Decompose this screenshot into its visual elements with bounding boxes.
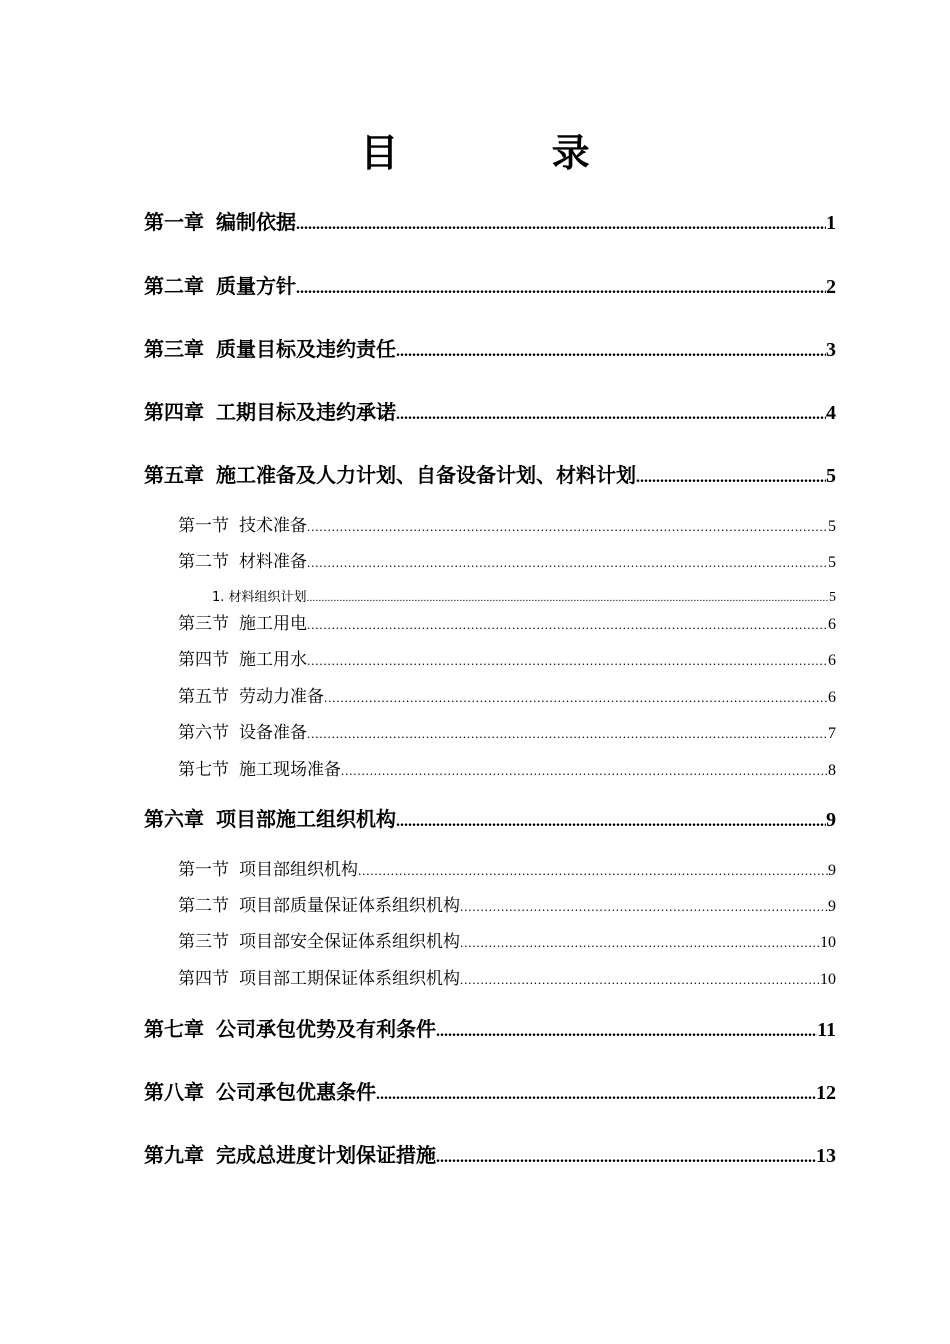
toc-entry-text: 施工准备及人力计划、自备设备计划、材料计划 xyxy=(216,463,636,487)
toc-entry-prefix: 第八章 xyxy=(144,1080,204,1104)
dot-leader xyxy=(307,549,828,576)
toc-entry-label xyxy=(144,333,396,365)
toc-entry-section[interactable] xyxy=(178,611,836,637)
toc-title: 目 录 xyxy=(360,131,660,175)
toc-entry-page-number: 5 xyxy=(826,465,836,487)
dot-leader xyxy=(296,206,826,241)
toc-entry-page-number: 10 xyxy=(820,971,836,988)
toc-entry-section[interactable] xyxy=(178,647,836,673)
toc-entry-label xyxy=(144,396,396,428)
toc-entry-text: 项目部施工组织机构 xyxy=(216,807,396,831)
dot-leader xyxy=(396,333,826,368)
dot-leader xyxy=(324,684,828,711)
toc-entry-page-number: 1 xyxy=(826,212,836,234)
dot-leader xyxy=(396,803,826,838)
toc-entry-page-number: 5 xyxy=(829,590,836,605)
dot-leader xyxy=(307,588,829,609)
toc-entry-section[interactable] xyxy=(178,720,836,746)
toc-entry-prefix: 第七节 xyxy=(178,760,229,780)
dot-leader xyxy=(307,720,828,747)
toc-entry-prefix: 1. xyxy=(212,590,225,605)
toc-entry-text: 完成总进度计划保证措施 xyxy=(216,1143,436,1167)
dot-leader xyxy=(296,270,826,305)
toc-entry-sub[interactable] xyxy=(212,588,836,608)
toc-entry-prefix: 第四节 xyxy=(178,650,229,670)
toc-entry-label xyxy=(178,757,341,783)
toc-entry-text: 项目部组织机构 xyxy=(239,860,358,880)
toc-entry-text: 项目部质量保证体系组织机构 xyxy=(239,896,460,916)
toc-entry-label xyxy=(178,929,460,955)
toc-entry-page-number: 11 xyxy=(817,1019,836,1041)
toc-entry-label xyxy=(178,549,307,575)
toc-entry-text: 公司承包优惠条件 xyxy=(216,1080,376,1104)
dot-leader xyxy=(636,459,826,494)
toc-entry-page-number: 2 xyxy=(826,276,836,298)
toc-entry-prefix: 第七章 xyxy=(144,1017,204,1041)
toc-entry-label xyxy=(178,684,324,710)
toc-entry-prefix: 第三节 xyxy=(178,614,229,634)
dot-leader xyxy=(307,647,828,674)
dot-leader xyxy=(436,1139,816,1174)
toc-entry-prefix: 第二节 xyxy=(178,552,229,572)
toc-entry-chapter[interactable] xyxy=(144,396,836,428)
toc-entry-chapter[interactable] xyxy=(144,206,836,238)
toc-entry-prefix: 第五节 xyxy=(178,687,229,707)
toc-entry-prefix: 第五章 xyxy=(144,463,204,487)
toc-entry-label xyxy=(144,803,396,835)
toc-entry-text: 技术准备 xyxy=(239,516,307,536)
dot-leader xyxy=(436,1013,817,1048)
toc-entry-text: 公司承包优势及有利条件 xyxy=(216,1017,436,1041)
toc-entry-text: 设备准备 xyxy=(239,723,307,743)
toc-entry-section[interactable] xyxy=(178,966,836,992)
toc-entry-label xyxy=(144,1139,436,1171)
toc-entry-label xyxy=(144,1013,436,1045)
toc-entry-label xyxy=(178,611,307,637)
toc-entry-prefix: 第六章 xyxy=(144,807,204,831)
toc-entry-label xyxy=(178,857,358,883)
toc-entry-text: 项目部安全保证体系组织机构 xyxy=(239,932,460,952)
toc-entry-section[interactable] xyxy=(178,893,836,919)
toc-entry-text: 施工用水 xyxy=(239,650,307,670)
toc-entry-label xyxy=(144,270,296,302)
toc-entry-section[interactable] xyxy=(178,684,836,710)
dot-leader xyxy=(376,1076,816,1111)
toc-entry-section[interactable] xyxy=(178,549,836,575)
toc-entry-text: 劳动力准备 xyxy=(239,687,324,707)
toc-entry-chapter[interactable] xyxy=(144,803,836,835)
dot-leader xyxy=(460,966,820,993)
toc-entry-label xyxy=(212,588,307,608)
toc-entry-prefix: 第二章 xyxy=(144,274,204,298)
toc-entry-text: 施工现场准备 xyxy=(239,760,341,780)
toc-entry-chapter[interactable] xyxy=(144,1076,836,1108)
dot-leader xyxy=(307,513,828,540)
dot-leader xyxy=(396,396,826,431)
toc-entry-section[interactable] xyxy=(178,757,836,783)
dot-leader xyxy=(460,929,820,956)
dot-leader xyxy=(358,857,828,884)
toc-entry-section[interactable] xyxy=(178,857,836,883)
toc-entry-label xyxy=(178,893,460,919)
toc-entry-prefix: 第九章 xyxy=(144,1143,204,1167)
toc-entry-prefix: 第二节 xyxy=(178,896,229,916)
toc-entry-text: 施工用电 xyxy=(239,614,307,634)
toc-entry-chapter[interactable] xyxy=(144,333,836,365)
toc-entry-page-number: 10 xyxy=(820,934,836,951)
toc-entry-page-number: 12 xyxy=(816,1082,836,1104)
toc-entry-page-number: 8 xyxy=(828,762,836,779)
toc-entry-text: 编制依据 xyxy=(216,210,296,234)
toc-entry-prefix: 第一章 xyxy=(144,210,204,234)
toc-entry-label xyxy=(144,206,296,238)
toc-entry-page-number: 3 xyxy=(826,339,836,361)
toc-entry-page-number: 9 xyxy=(826,809,836,831)
toc-entry-prefix: 第三章 xyxy=(144,337,204,361)
toc-entry-prefix: 第六节 xyxy=(178,723,229,743)
dot-leader xyxy=(460,893,828,920)
toc-entry-chapter[interactable] xyxy=(144,1139,836,1171)
toc-entry-page-number: 13 xyxy=(816,1145,836,1167)
dot-leader xyxy=(341,757,828,784)
toc-entry-label xyxy=(178,513,307,539)
toc-entry-label xyxy=(178,966,460,992)
toc-entry-text: 质量方针 xyxy=(216,274,296,298)
toc-entry-text: 质量目标及违约责任 xyxy=(216,337,396,361)
toc-entry-prefix: 第一节 xyxy=(178,860,229,880)
toc-entry-section[interactable] xyxy=(178,929,836,955)
toc-entry-chapter[interactable] xyxy=(144,1013,836,1045)
dot-leader xyxy=(307,611,828,638)
toc-entry-prefix: 第四节 xyxy=(178,969,229,989)
toc-entry-page-number: 7 xyxy=(828,725,836,742)
toc-entry-page-number: 6 xyxy=(828,689,836,706)
toc-entry-page-number: 9 xyxy=(828,862,836,879)
toc-entry-page-number: 5 xyxy=(828,554,836,571)
toc-entry-label xyxy=(144,459,636,491)
toc-entry-chapter[interactable] xyxy=(144,459,836,491)
toc-entry-chapter[interactable] xyxy=(144,270,836,302)
toc-entry-page-number: 4 xyxy=(826,402,836,424)
toc-entry-prefix: 第四章 xyxy=(144,400,204,424)
toc-entry-text: 材料组织计划 xyxy=(228,590,307,605)
toc-entry-label xyxy=(178,647,307,673)
toc-entry-page-number: 9 xyxy=(828,898,836,915)
toc-entry-page-number: 6 xyxy=(828,616,836,633)
toc-entry-page-number: 5 xyxy=(828,518,836,535)
toc-entry-label xyxy=(144,1076,376,1108)
toc-entry-prefix: 第一节 xyxy=(178,516,229,536)
toc-entry-prefix: 第三节 xyxy=(178,932,229,952)
toc-entry-page-number: 6 xyxy=(828,652,836,669)
toc-entry-label xyxy=(178,720,307,746)
toc-entry-text: 材料准备 xyxy=(239,552,307,572)
toc-entry-text: 工期目标及违约承诺 xyxy=(216,400,396,424)
toc-entry-section[interactable] xyxy=(178,513,836,539)
toc-entry-text: 项目部工期保证体系组织机构 xyxy=(239,969,460,989)
